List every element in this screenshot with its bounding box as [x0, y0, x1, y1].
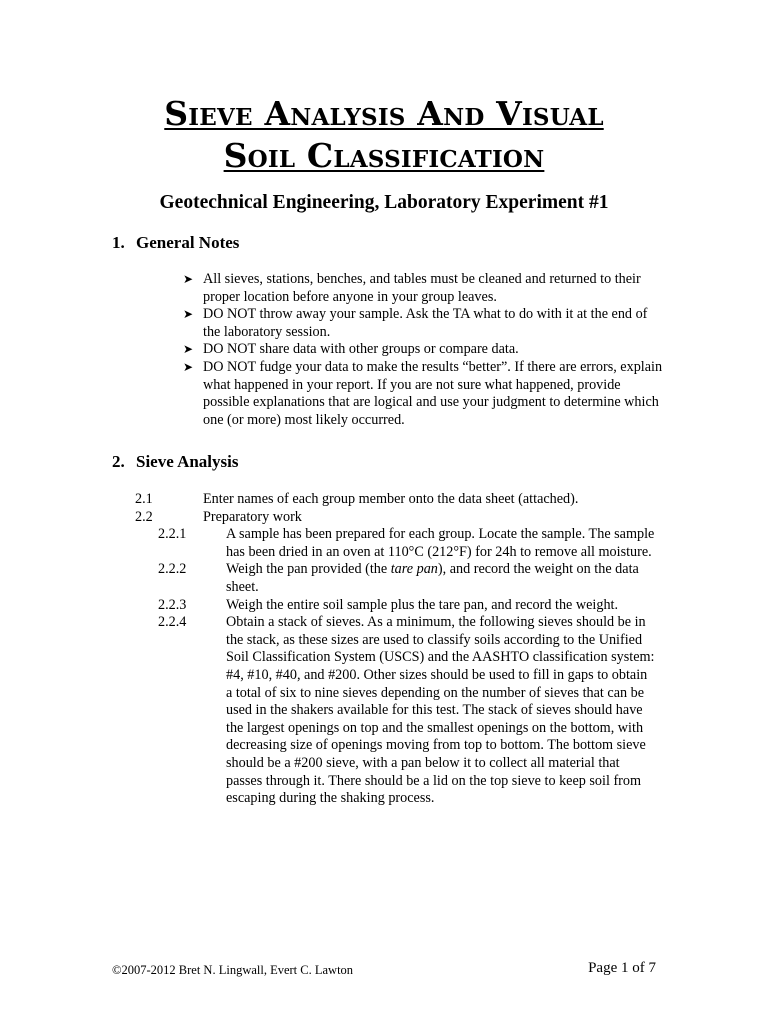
section-title: General Notes [136, 233, 240, 252]
page-footer [112, 960, 656, 982]
step-2-2-2 [135, 561, 675, 596]
list-item-text: All sieves, stations, benches, and tables must be cleaned and returned to their proper location before anyone in your group leaves. [203, 271, 641, 305]
arrowhead-bullet-icon: ➤ [183, 359, 194, 374]
step-number: 2.2 [135, 508, 153, 525]
copyright-notice: ©2007-2012 Bret N. Lingwall, Evert C. Lawton [112, 963, 354, 977]
step-text: Obtain a stack of sieves. As a minimum, the following sieves should be in the stack, as these sizes are used to classify soils according to the Unified Soil Classification System (USCS) and the AASHTO classification system: #4, #10, #40, and #200. Other sizes should be used to fill in gaps to obtain a total of six to nine sieves depending on the number of sieves that can be used in the shakers available for this test. The stack of sieves should have the largest openings on top and the smallest openings on the bottom, with decreasing size of openings moving from top to bottom. The bottom sieve should be a #200 sieve, with a pan below it to collect all material that passes through it. There should be a lid on the top sieve to keep soil from escaping during the shaking process. [226, 614, 655, 807]
list-item [183, 271, 663, 306]
list-item [183, 306, 663, 341]
list-item-text: DO NOT fudge your data to make the results “better”. If there are errors, explain what happened in your report. If you are not sure what happened, provide possible explanations that are logical and use your judgment to determine which one (or more) most likely occurred. [203, 358, 663, 428]
list-item-text: DO NOT throw away your sample. Ask the TA what to do with it at the end of the laboratory session. [203, 306, 648, 340]
step-number: 2.2.4 [158, 614, 187, 631]
step-text-part: ), and record the weight on the data sheet. [226, 561, 639, 595]
step-number: 2.2.1 [158, 526, 187, 543]
step-2-2-4 [135, 614, 675, 808]
procedure-steps [135, 491, 675, 808]
section-heading-sieve-analysis [112, 451, 239, 473]
step-number: 2.2.3 [158, 596, 187, 613]
step-text: Enter names of each group member onto the data sheet (attached). [203, 491, 579, 507]
document-subtitle: Geotechnical Engineering, Laboratory Experiment #1 [159, 192, 609, 213]
step-2-1 [135, 491, 675, 509]
section-title: Sieve Analysis [136, 452, 239, 471]
step-number: 2.1 [135, 491, 153, 507]
arrowhead-bullet-icon: ➤ [183, 307, 194, 322]
step-2-2-3 [135, 597, 675, 615]
step-text: Weigh the entire soil sample plus the tare pan, and record the weight. [226, 596, 619, 613]
arrowhead-bullet-icon: ➤ [183, 342, 194, 357]
tare-pan-term: tare pan [390, 561, 438, 578]
step-2-2-1 [135, 526, 675, 561]
step-text: A sample has been prepared for each group. Locate the sample. The sample has been dried in an oven at 110°C (212°F) for 24h to remove all moisture. [226, 526, 655, 560]
page-number: Page 1 of 7 [588, 960, 656, 976]
step-text: Preparatory work [203, 508, 302, 525]
arrowhead-bullet-icon: ➤ [183, 272, 194, 286]
document-title-line-2: Soil Classification [223, 136, 545, 175]
list-item [183, 359, 663, 429]
document-title-line-1: Sieve Analysis And Visual [164, 94, 604, 133]
list-item [183, 341, 663, 359]
list-item-text: DO NOT share data with other groups or compare data. [203, 341, 519, 358]
section-heading-general-notes [112, 232, 239, 254]
step-2-2 [135, 509, 675, 527]
section-number: 1. [112, 233, 125, 252]
step-number: 2.2.2 [158, 561, 187, 578]
step-text [226, 561, 656, 596]
general-notes-list [183, 271, 663, 429]
section-number: 2. [112, 452, 125, 471]
step-text-part: Weigh the pan provided (the [226, 561, 391, 578]
